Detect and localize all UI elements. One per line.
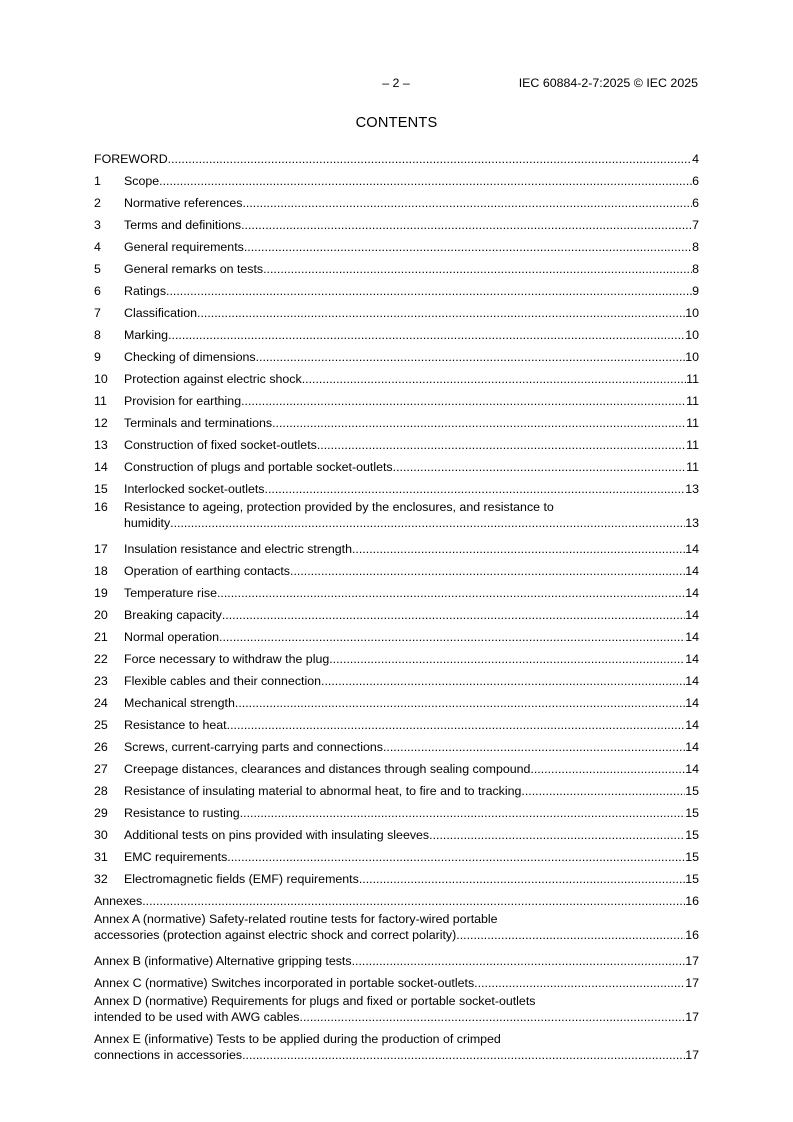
toc-entry-text: Provision for earthing bbox=[124, 394, 242, 408]
dot-leader bbox=[393, 460, 687, 474]
dot-leader bbox=[168, 152, 692, 166]
toc-entry-clause[interactable] bbox=[94, 408, 699, 430]
toc-entry-clause[interactable] bbox=[94, 556, 699, 578]
toc-entry-text: Screws, current-carrying parts and connections bbox=[124, 740, 383, 754]
toc-entry-clause[interactable] bbox=[94, 364, 699, 386]
dot-leader bbox=[352, 954, 686, 968]
toc-entry-clause[interactable] bbox=[94, 386, 699, 408]
toc-entry-page: 6 bbox=[692, 196, 699, 210]
dot-leader bbox=[227, 718, 686, 732]
toc-entry-page: 14 bbox=[685, 586, 699, 600]
toc-entry-page: 17 bbox=[685, 976, 699, 990]
toc-entry-page: 4 bbox=[692, 152, 699, 166]
clause-number: 16 bbox=[94, 500, 108, 514]
toc-entry-text: Creepage distances, clearances and distances through sealing compound bbox=[124, 762, 531, 776]
clause-number: 4 bbox=[94, 240, 101, 254]
toc-entry-page: 7 bbox=[692, 218, 699, 232]
toc-entry-page: 14 bbox=[685, 718, 699, 732]
toc-entry-page: 8 bbox=[692, 262, 699, 276]
dot-leader bbox=[530, 762, 685, 776]
toc-entry-page: 14 bbox=[685, 630, 699, 644]
toc-entry-foreword[interactable] bbox=[94, 144, 699, 166]
dot-leader bbox=[170, 515, 685, 531]
toc-entry-page: 16 bbox=[685, 894, 699, 908]
toc-entry-page: 13 bbox=[685, 482, 699, 496]
clause-number: 9 bbox=[94, 350, 101, 364]
toc-entry-text: Annex C (normative) Switches incorporated in portable socket-outlets bbox=[94, 976, 475, 990]
toc-entry-text: Breaking capacity bbox=[124, 608, 222, 622]
dot-leader bbox=[242, 196, 692, 210]
clause-number: 25 bbox=[94, 718, 108, 732]
document-reference-header: IEC 60884-2-7:2025 © IEC 2025 bbox=[518, 76, 698, 90]
toc-entry-text-continued: accessories (protection against electric shock and correct polarity) bbox=[94, 928, 457, 942]
toc-entry-text: Classification bbox=[124, 306, 197, 320]
toc-entry-text: Annex A (normative) Safety-related routine tests for factory-wired portable bbox=[94, 912, 498, 926]
toc-entry-text: Checking of dimensions bbox=[124, 350, 256, 364]
toc-entry-clause[interactable] bbox=[94, 534, 699, 556]
toc-entry-page: 11 bbox=[686, 372, 699, 386]
dot-leader bbox=[321, 674, 685, 688]
toc-entry-clause[interactable] bbox=[94, 342, 699, 364]
toc-entry-page: 14 bbox=[685, 564, 699, 578]
dot-leader bbox=[219, 630, 685, 644]
clause-number: 15 bbox=[94, 482, 108, 496]
toc-entry-page: 14 bbox=[685, 652, 699, 666]
toc-entry-text: Resistance to ageing, protection provided by the enclosures, and resistance to bbox=[124, 500, 554, 514]
toc-entry-text: Interlocked socket-outlets bbox=[124, 482, 265, 496]
dot-leader bbox=[383, 740, 685, 754]
toc-entry-page: 17 bbox=[685, 1010, 699, 1024]
toc-entry-text: Construction of fixed socket-outlets bbox=[124, 438, 317, 452]
clause-number: 30 bbox=[94, 828, 108, 842]
toc-entry-text: Force necessary to withdraw the plug bbox=[124, 652, 330, 666]
toc-entry-clause[interactable] bbox=[94, 166, 699, 188]
dot-leader bbox=[265, 482, 686, 496]
clause-number: 32 bbox=[94, 872, 108, 886]
toc-entry-page: 16 bbox=[685, 928, 699, 942]
toc-entry-page: 14 bbox=[685, 740, 699, 754]
toc-entry-annex-a[interactable] bbox=[94, 908, 699, 946]
clause-number: 31 bbox=[94, 850, 108, 864]
toc-entry-clause[interactable] bbox=[94, 732, 699, 754]
toc-entry-clause[interactable] bbox=[94, 864, 699, 886]
toc-entry-clause[interactable] bbox=[94, 688, 699, 710]
toc-entry-text: Operation of earthing contacts bbox=[124, 564, 290, 578]
toc-entry-clause[interactable] bbox=[94, 600, 699, 622]
toc-entry-page: 10 bbox=[685, 328, 699, 342]
toc-entry-clause[interactable] bbox=[94, 474, 699, 496]
clause-number: 26 bbox=[94, 740, 108, 754]
dot-leader bbox=[429, 828, 685, 842]
toc-entry-clause[interactable] bbox=[94, 320, 699, 342]
toc-entry-text: Scope bbox=[124, 174, 160, 188]
toc-entry-page: 15 bbox=[685, 828, 699, 842]
contents-title: CONTENTS bbox=[355, 115, 438, 131]
dot-leader bbox=[227, 850, 685, 864]
toc-entry-clause[interactable] bbox=[94, 842, 699, 864]
toc-entry-page: 14 bbox=[685, 608, 699, 622]
toc-entry-clause[interactable] bbox=[94, 254, 699, 276]
toc-entry-clause[interactable] bbox=[94, 776, 699, 798]
toc-entry-text: Marking bbox=[124, 328, 169, 342]
toc-entry-page: 14 bbox=[685, 696, 699, 710]
toc-entry-text: General remarks on tests bbox=[124, 262, 264, 276]
clause-number: 20 bbox=[94, 608, 108, 622]
toc-entry-clause[interactable] bbox=[94, 496, 699, 534]
toc-entry-clause[interactable] bbox=[94, 188, 699, 210]
toc-entry-page: 14 bbox=[685, 762, 699, 776]
clause-number: 7 bbox=[94, 306, 101, 320]
toc-entry-clause[interactable] bbox=[94, 452, 699, 474]
clause-number: 29 bbox=[94, 806, 108, 820]
clause-number: 10 bbox=[94, 372, 108, 386]
toc-entry-clause[interactable] bbox=[94, 754, 699, 776]
clause-number: 22 bbox=[94, 652, 108, 666]
toc-entry-text-continued: humidity bbox=[124, 516, 171, 530]
dot-leader bbox=[242, 1047, 685, 1063]
toc-entry-text: Annex D (normative) Requirements for plugs and fixed or portable socket-outlets bbox=[94, 994, 536, 1008]
toc-entry-text: FOREWORD bbox=[94, 152, 168, 166]
toc-entry-text: Construction of plugs and portable socket-outlets bbox=[124, 460, 393, 474]
toc-entry-text: General requirements bbox=[124, 240, 244, 254]
toc-entry-page: 9 bbox=[692, 284, 699, 298]
toc-entry-clause[interactable] bbox=[94, 710, 699, 732]
toc-entry-page: 17 bbox=[685, 1048, 699, 1062]
toc-entry-page: 15 bbox=[685, 850, 699, 864]
toc-entry-page: 15 bbox=[685, 872, 699, 886]
toc-entry-page: 11 bbox=[686, 394, 699, 408]
dot-leader bbox=[521, 784, 685, 798]
dot-leader bbox=[302, 372, 686, 386]
toc-entry-clause[interactable] bbox=[94, 276, 699, 298]
toc-entry-clause[interactable] bbox=[94, 644, 699, 666]
dot-leader bbox=[241, 218, 692, 232]
clause-number: 13 bbox=[94, 438, 108, 452]
clause-number: 27 bbox=[94, 762, 108, 776]
dot-leader bbox=[256, 350, 686, 364]
toc-entry-annex-d[interactable] bbox=[94, 990, 699, 1028]
dot-leader bbox=[235, 696, 685, 710]
clause-number: 17 bbox=[94, 542, 108, 556]
dot-leader bbox=[159, 174, 692, 188]
toc-entry-text: Protection against electric shock bbox=[124, 372, 302, 386]
dot-leader bbox=[240, 806, 686, 820]
toc-entry-text: Resistance to heat bbox=[124, 718, 227, 732]
dot-leader bbox=[263, 262, 692, 276]
clause-number: 12 bbox=[94, 416, 108, 430]
dot-leader bbox=[290, 564, 685, 578]
toc-entry-text: Normal operation bbox=[124, 630, 220, 644]
clause-number: 23 bbox=[94, 674, 108, 688]
toc-entry-page: 11 bbox=[686, 416, 699, 430]
toc-entry-text: Annexes bbox=[94, 894, 143, 908]
table-of-contents bbox=[94, 144, 699, 1066]
toc-entry-text: Mechanical strength bbox=[124, 696, 235, 710]
toc-entry-page: 8 bbox=[692, 240, 699, 254]
toc-entry-text: Ratings bbox=[124, 284, 167, 298]
toc-entry-text: Terminals and terminations bbox=[124, 416, 273, 430]
toc-entry-clause[interactable] bbox=[94, 298, 699, 320]
dot-leader bbox=[222, 608, 685, 622]
clause-number: 19 bbox=[94, 586, 108, 600]
toc-entry-page: 11 bbox=[686, 438, 699, 452]
toc-entry-clause[interactable] bbox=[94, 210, 699, 232]
clause-number: 3 bbox=[94, 218, 101, 232]
clause-number: 21 bbox=[94, 630, 108, 644]
toc-entry-text: Normative references bbox=[124, 196, 243, 210]
toc-entry-text: Electromagnetic fields (EMF) requirements bbox=[124, 872, 359, 886]
clause-number: 5 bbox=[94, 262, 101, 276]
toc-entry-clause[interactable] bbox=[94, 578, 699, 600]
clause-number: 24 bbox=[94, 696, 108, 710]
toc-entry-text: Resistance of insulating material to abnormal heat, to fire and to tracking bbox=[124, 784, 522, 798]
toc-entry-page: 10 bbox=[685, 350, 699, 364]
toc-entry-page: 11 bbox=[686, 460, 699, 474]
clause-number: 14 bbox=[94, 460, 108, 474]
toc-entry-clause[interactable] bbox=[94, 430, 699, 452]
toc-entry-clause[interactable] bbox=[94, 232, 699, 254]
dot-leader bbox=[300, 1009, 686, 1025]
toc-entry-text: Annex E (informative) Tests to be applied during the production of crimped bbox=[94, 1032, 501, 1046]
toc-entry-clause[interactable] bbox=[94, 798, 699, 820]
dot-leader bbox=[244, 240, 692, 254]
dot-leader bbox=[272, 416, 686, 430]
toc-entry-text: Annex B (informative) Alternative gripping tests bbox=[94, 954, 352, 968]
toc-entry-page: 17 bbox=[685, 954, 699, 968]
dot-leader bbox=[317, 438, 686, 452]
dot-leader bbox=[474, 976, 685, 990]
toc-entry-page: 13 bbox=[685, 516, 699, 530]
clause-number: 28 bbox=[94, 784, 108, 798]
toc-entry-page: 15 bbox=[685, 784, 699, 798]
clause-number: 6 bbox=[94, 284, 101, 298]
dot-leader bbox=[456, 927, 685, 943]
toc-entry-text-continued: connections in accessories bbox=[94, 1048, 243, 1062]
toc-entry-text: Flexible cables and their connection bbox=[124, 674, 321, 688]
toc-entry-clause[interactable] bbox=[94, 820, 699, 842]
clause-number: 8 bbox=[94, 328, 101, 342]
dot-leader bbox=[352, 542, 685, 556]
toc-entry-text: EMC requirements bbox=[124, 850, 228, 864]
toc-entry-text: Insulation resistance and electric strength bbox=[124, 542, 352, 556]
clause-number: 11 bbox=[94, 394, 107, 408]
toc-entry-annex-e[interactable] bbox=[94, 1028, 699, 1066]
toc-entry-page: 14 bbox=[685, 542, 699, 556]
toc-entry-text: Temperature rise bbox=[124, 586, 217, 600]
dot-leader bbox=[142, 894, 685, 908]
dot-leader bbox=[166, 284, 692, 298]
clause-number: 2 bbox=[94, 196, 101, 210]
dot-leader bbox=[217, 586, 685, 600]
toc-entry-page: 15 bbox=[685, 806, 699, 820]
toc-entry-text: Terms and definitions bbox=[124, 218, 242, 232]
toc-entry-page: 10 bbox=[685, 306, 699, 320]
dot-leader bbox=[197, 306, 685, 320]
dot-leader bbox=[168, 328, 685, 342]
toc-entry-text: Resistance to rusting bbox=[124, 806, 240, 820]
toc-entry-annex-b[interactable] bbox=[94, 946, 699, 968]
page-number-header: – 2 – bbox=[382, 76, 410, 90]
dot-leader bbox=[359, 872, 685, 886]
dot-leader bbox=[241, 394, 686, 408]
toc-entry-text-continued: intended to be used with AWG cables bbox=[94, 1010, 300, 1024]
toc-entry-text: Additional tests on pins provided with insulating sleeves bbox=[124, 828, 430, 842]
toc-entry-clause[interactable] bbox=[94, 666, 699, 688]
toc-entry-page: 14 bbox=[685, 674, 699, 688]
toc-entry-annex-c[interactable] bbox=[94, 968, 699, 990]
clause-number: 1 bbox=[94, 174, 101, 188]
toc-entry-clause[interactable] bbox=[94, 622, 699, 644]
toc-entry-annexes[interactable] bbox=[94, 886, 699, 908]
dot-leader bbox=[329, 652, 685, 666]
toc-entry-page: 6 bbox=[692, 174, 699, 188]
clause-number: 18 bbox=[94, 564, 108, 578]
